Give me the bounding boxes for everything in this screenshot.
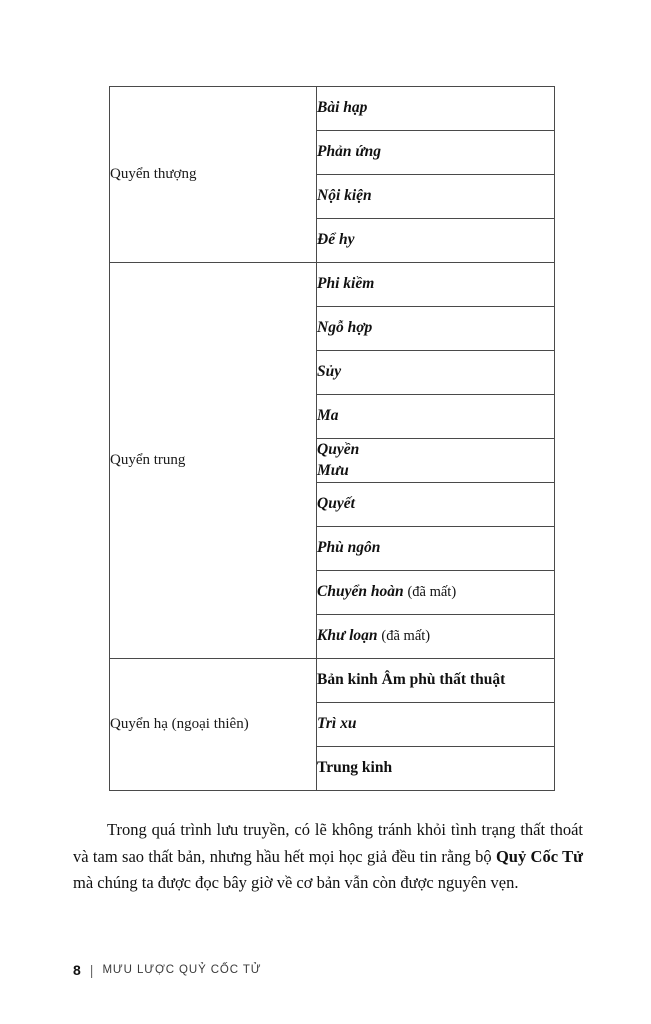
chapter-title-line2: Mưu <box>317 461 349 479</box>
chapter-title-line1: Quyền <box>317 441 360 459</box>
chapter-title: Phù ngôn <box>317 539 381 557</box>
chapter-cell <box>317 527 555 571</box>
chapter-note: (đã mất) <box>381 628 431 645</box>
chapter-cell <box>317 263 555 307</box>
book-title-emphasis: Quỷ Cốc Tử <box>495 846 584 866</box>
chapter-title: Bài hạp <box>317 99 368 117</box>
chapter-title: Trì xu <box>317 715 357 733</box>
chapter-cell <box>317 659 555 703</box>
chapter-cell <box>317 615 555 659</box>
table-row <box>110 263 555 307</box>
paragraph-part-2: mà chúng ta được đọc bây giờ về cơ bản vẫn còn được nguyên vẹn. <box>73 873 519 893</box>
chapter-cell <box>317 747 555 791</box>
chapter-title-stacked <box>317 440 554 481</box>
chapter-cell <box>317 351 555 395</box>
page-content <box>73 86 583 897</box>
chapter-title: Chuyển hoàn <box>317 583 404 601</box>
table-row <box>110 87 555 131</box>
page-number: 8 <box>73 962 81 978</box>
chapter-cell <box>317 131 555 175</box>
footer-separator: | <box>89 962 94 978</box>
chapter-title: Để hy <box>317 231 355 249</box>
page-footer <box>73 962 262 978</box>
chapter-title: Sủy <box>317 363 342 381</box>
chapter-title: Phi kiềm <box>317 275 375 293</box>
footer-book-title: MƯU LƯỢC QUỶ CỐC TỬ <box>102 964 262 976</box>
chapter-cell <box>317 175 555 219</box>
chapter-title: Ma <box>317 407 339 425</box>
chapter-cell <box>317 87 555 131</box>
chapter-title: Quyết <box>317 495 355 513</box>
chapter-title: Khư loạn <box>317 627 378 645</box>
chapter-title: Nội kiện <box>317 187 372 205</box>
chapter-cell <box>317 483 555 527</box>
table-row <box>110 659 555 703</box>
paragraph-part-1: Trong quá trình lưu truyền, có lẽ không tránh khỏi tình trạng thất thoát và tam sao thất bản, nhưng hầu hết mọi học giả đều tin rằng bộ <box>73 820 583 866</box>
volume-label-upper: Quyển thượng <box>110 87 317 263</box>
chapter-title: Bản kinh Âm phù thất thuật <box>317 671 506 689</box>
chapter-cell <box>317 439 555 483</box>
chapter-cell <box>317 571 555 615</box>
volume-label-lower: Quyển hạ (ngoại thiên) <box>110 659 317 791</box>
chapter-cell <box>317 307 555 351</box>
chapter-cell <box>317 219 555 263</box>
chapter-title: Ngỗ hợp <box>317 319 373 337</box>
volume-label-middle: Quyển trung <box>110 263 317 659</box>
chapter-title: Trung kinh <box>317 759 393 777</box>
chapter-note: (đã mất) <box>407 584 457 601</box>
chapter-cell <box>317 395 555 439</box>
book-structure-table <box>109 86 555 791</box>
table-body <box>110 87 555 791</box>
body-paragraph <box>73 817 583 897</box>
chapter-title: Phản ứng <box>317 143 381 161</box>
chapter-cell <box>317 703 555 747</box>
